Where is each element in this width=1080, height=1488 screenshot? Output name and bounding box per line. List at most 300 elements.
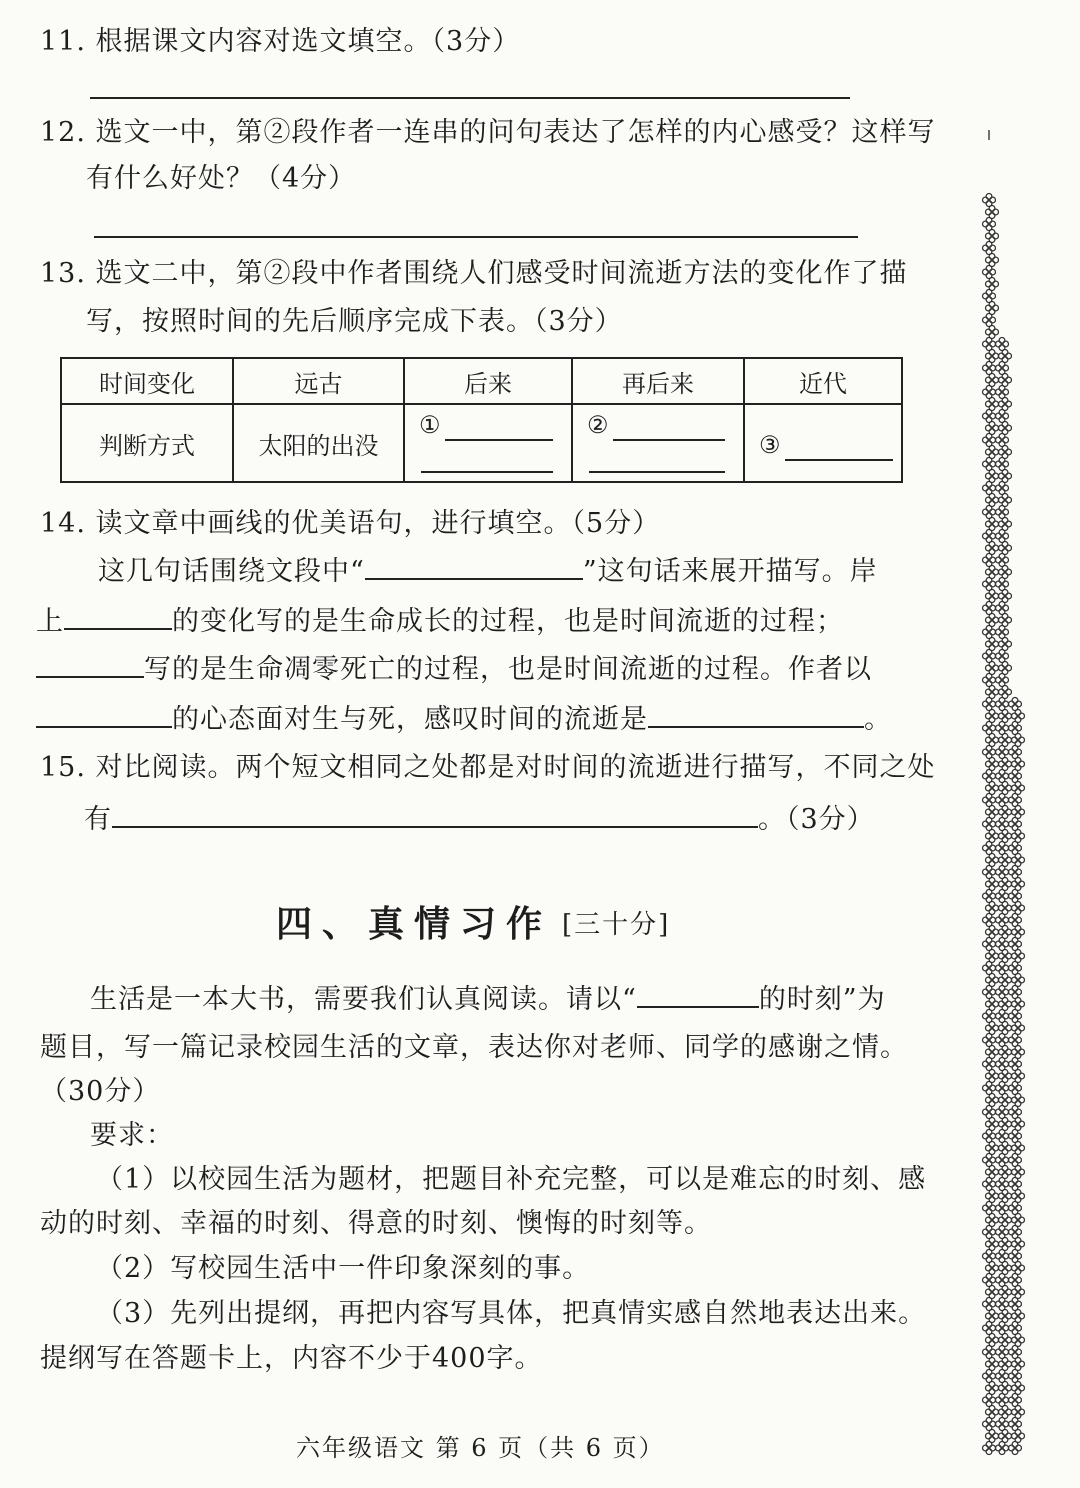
flower-icon	[1009, 1394, 1022, 1407]
blank-input[interactable]	[36, 650, 144, 678]
flower-icon	[996, 602, 1009, 615]
flower-icon	[983, 1370, 996, 1383]
flower-icon	[999, 1430, 1012, 1443]
flower-icon	[996, 1082, 1009, 1095]
flower-icon	[996, 1034, 1009, 1047]
flower-icon	[983, 722, 996, 735]
flower-icon	[983, 1082, 996, 1095]
flower-icon	[1012, 710, 1025, 723]
flower-icon	[996, 866, 1009, 879]
flower-icon	[983, 1178, 996, 1191]
section-score: [三十分]	[562, 910, 671, 940]
question-11: 11. 根据课文内容对选文填空。（3分）	[40, 26, 521, 57]
flower-icon	[999, 974, 1012, 987]
flower-icon	[999, 1190, 1012, 1203]
writing-prompt-line2: 题目，写一篇记录校园生活的文章，表达你对老师、同学的感谢之情。	[40, 1032, 908, 1063]
flower-icon	[983, 1058, 996, 1071]
flower-icon	[996, 1298, 1009, 1311]
flower-icon	[1009, 1274, 1022, 1287]
table-header-cell: 时间变化	[61, 358, 233, 404]
flower-icon	[983, 290, 996, 303]
flower-icon	[983, 194, 996, 207]
blank-mark-2: ②	[587, 411, 609, 439]
requirement-2: （2）写校园生活中一件印象深刻的事。	[96, 1253, 591, 1284]
flower-icon	[1009, 1250, 1022, 1263]
flower-icon	[1012, 974, 1025, 987]
flower-icon	[986, 278, 999, 291]
flower-icon	[986, 782, 999, 795]
flower-icon	[983, 674, 996, 687]
q14-text: 这几句话围绕文段中“	[98, 556, 365, 587]
flower-icon	[983, 602, 996, 615]
flower-icon	[996, 1442, 1009, 1455]
flower-icon	[986, 566, 999, 579]
flower-icon	[996, 962, 1009, 975]
flower-icon	[996, 794, 1009, 807]
flower-icon	[999, 638, 1012, 651]
flower-icon	[983, 1154, 996, 1167]
flower-icon	[1012, 1142, 1025, 1155]
flower-icon	[986, 590, 999, 603]
flower-icon	[986, 1358, 999, 1371]
flower-icon	[986, 974, 999, 987]
q14-text: 的心态面对生与死，感叹时间的流逝是	[172, 704, 648, 735]
flower-icon	[986, 446, 999, 459]
flower-icon	[983, 698, 996, 711]
flower-icon	[986, 950, 999, 963]
flower-icon	[1012, 1406, 1025, 1419]
flower-icon	[983, 434, 996, 447]
flower-icon	[983, 1298, 996, 1311]
flower-icon	[1009, 1418, 1022, 1431]
flower-icon	[996, 626, 1009, 639]
flower-icon	[999, 854, 1012, 867]
flower-icon	[996, 482, 1009, 495]
flower-icon	[996, 578, 1009, 591]
flower-icon	[996, 674, 1009, 687]
requirement-3-line2: 提纲写在答题卡上，内容不少于400字。	[40, 1343, 543, 1374]
flower-icon	[983, 1226, 996, 1239]
flower-icon	[1009, 1034, 1022, 1047]
writing-text: 的时刻”为	[758, 984, 886, 1015]
flower-icon	[996, 1130, 1009, 1143]
q14-text: ”这句话来展开描写。岸	[582, 556, 878, 587]
requirement-1-line2: 动的时刻、幸福的时刻、得意的时刻、懊悔的时刻等。	[40, 1208, 712, 1239]
question-13-line2: 写，按照时间的先后顺序完成下表。（3分）	[86, 306, 623, 337]
flower-icon	[996, 1226, 1009, 1239]
flower-icon	[999, 1334, 1012, 1347]
flower-icon	[996, 1418, 1009, 1431]
flower-icon	[983, 362, 996, 375]
flower-icon	[986, 1142, 999, 1155]
flower-icon	[999, 1310, 1012, 1323]
flower-icon	[1009, 1082, 1022, 1095]
flower-icon	[986, 806, 999, 819]
flower-icon	[986, 854, 999, 867]
flower-icon	[986, 254, 999, 267]
table-cell-value: 太阳的出没	[233, 404, 404, 482]
flower-icon	[983, 914, 996, 927]
flower-icon	[983, 266, 996, 279]
flower-icon	[983, 1250, 996, 1263]
flower-icon	[986, 830, 999, 843]
time-change-table	[60, 357, 903, 483]
q14-line3	[36, 650, 872, 688]
flower-icon	[999, 1118, 1012, 1131]
q14-line1	[98, 552, 878, 590]
blank-input[interactable]	[36, 700, 172, 728]
flower-icon	[999, 950, 1012, 963]
flower-icon	[1012, 1358, 1025, 1371]
flower-icon	[986, 758, 999, 771]
flower-icon	[996, 938, 1009, 951]
flower-icon	[996, 842, 1009, 855]
flower-icon	[996, 1202, 1009, 1215]
flower-icon	[983, 338, 996, 351]
flower-icon	[1012, 758, 1025, 771]
flower-icon	[983, 1322, 996, 1335]
flower-icon	[983, 578, 996, 591]
flower-icon	[986, 878, 999, 891]
flower-icon	[996, 746, 1009, 759]
flower-icon	[1009, 770, 1022, 783]
flower-icon	[996, 530, 1009, 543]
flower-icon	[983, 1202, 996, 1215]
flower-icon	[999, 1166, 1012, 1179]
flower-icon	[983, 1010, 996, 1023]
q15-text: 。（3分）	[758, 804, 875, 835]
flower-icon	[999, 926, 1012, 939]
flower-icon	[983, 746, 996, 759]
flower-icon	[1009, 1010, 1022, 1023]
flower-icon	[986, 662, 999, 675]
flower-icon	[986, 614, 999, 627]
flower-icon	[983, 386, 996, 399]
flower-icon	[999, 1382, 1012, 1395]
flower-icon	[1012, 878, 1025, 891]
flower-icon	[986, 422, 999, 435]
flower-icon	[1009, 698, 1022, 711]
flower-icon	[999, 686, 1012, 699]
answer-line-11[interactable]	[90, 97, 850, 99]
flower-icon	[1012, 1070, 1025, 1083]
flower-icon	[986, 1022, 999, 1035]
requirement-3-line1: （3）先列出提纲，再把内容写具体，把真情实感自然地表达出来。	[96, 1298, 927, 1329]
flower-icon	[1009, 722, 1022, 735]
flower-icon	[986, 1190, 999, 1203]
flower-icon	[983, 1034, 996, 1047]
flower-icon	[996, 770, 1009, 783]
flower-icon	[986, 1094, 999, 1107]
flower-icon	[996, 650, 1009, 663]
flower-icon	[1009, 1178, 1022, 1191]
section-title: 四、真情习作	[276, 903, 553, 945]
flower-icon	[986, 1310, 999, 1323]
flower-icon	[1009, 1058, 1022, 1071]
flower-icon	[986, 470, 999, 483]
flower-icon	[986, 710, 999, 723]
flower-icon	[996, 410, 1009, 423]
flower-icon	[1012, 1382, 1025, 1395]
flower-icon	[986, 1070, 999, 1083]
flower-icon	[999, 1070, 1012, 1083]
flower-icon	[1012, 926, 1025, 939]
flower-icon	[999, 782, 1012, 795]
flower-icon	[1012, 1190, 1025, 1203]
flower-icon	[1012, 1094, 1025, 1107]
flower-icon	[1009, 1202, 1022, 1215]
blank-input[interactable]	[64, 602, 172, 630]
flower-icon	[1012, 734, 1025, 747]
flower-icon	[999, 1214, 1012, 1227]
flower-icon	[999, 902, 1012, 915]
flower-icon	[986, 1046, 999, 1059]
flower-icon	[999, 374, 1012, 387]
flower-icon	[1012, 854, 1025, 867]
flower-icon	[1009, 866, 1022, 879]
flower-icon	[983, 962, 996, 975]
table-header-cell: 后来	[404, 358, 572, 404]
flower-icon	[999, 1286, 1012, 1299]
flower-icon	[986, 1406, 999, 1419]
table-header-cell: 远古	[233, 358, 404, 404]
flower-icon	[1009, 818, 1022, 831]
writing-prompt-line1	[90, 978, 886, 1022]
flower-icon	[983, 218, 996, 231]
flower-icon	[986, 350, 999, 363]
flower-icon	[983, 986, 996, 999]
question-15-line1: 15. 对比阅读。两个短文相同之处都是对时间的流逝进行描写，不同之处	[40, 752, 936, 783]
flower-icon	[986, 518, 999, 531]
flower-icon	[996, 434, 1009, 447]
flower-icon	[996, 1370, 1009, 1383]
flower-icon	[986, 230, 999, 243]
flower-icon	[999, 806, 1012, 819]
table-blank-1[interactable]	[404, 404, 572, 482]
flower-icon	[1009, 1298, 1022, 1311]
flower-icon	[999, 662, 1012, 675]
flower-icon	[1012, 1430, 1025, 1443]
flower-icon	[1012, 1046, 1025, 1059]
q14-line4	[36, 700, 892, 738]
flower-icon	[1012, 1238, 1025, 1251]
flower-icon	[1012, 998, 1025, 1011]
flower-icon	[983, 650, 996, 663]
flower-icon	[983, 458, 996, 471]
table-row-label: 判断方式	[61, 404, 233, 482]
flower-icon	[999, 1094, 1012, 1107]
flower-icon	[999, 710, 1012, 723]
flower-icon	[983, 842, 996, 855]
flower-icon	[983, 482, 996, 495]
flower-icon	[983, 1418, 996, 1431]
flower-icon	[999, 1142, 1012, 1155]
flower-icon	[1009, 890, 1022, 903]
flower-icon	[999, 1022, 1012, 1035]
flower-icon	[996, 1394, 1009, 1407]
flower-icon	[996, 986, 1009, 999]
q14-line2	[36, 602, 844, 640]
flower-icon	[986, 1286, 999, 1299]
flower-icon	[996, 890, 1009, 903]
flower-icon	[1009, 794, 1022, 807]
flower-icon	[1009, 962, 1022, 975]
flower-icon	[1012, 1310, 1025, 1323]
flower-pattern-icon	[983, 194, 1025, 1455]
writing-score: （30分）	[40, 1076, 161, 1107]
flower-icon	[999, 494, 1012, 507]
table-blank-2[interactable]	[572, 404, 744, 482]
flower-icon	[983, 1394, 996, 1407]
flower-icon	[999, 542, 1012, 555]
flower-icon	[986, 998, 999, 1011]
writing-text: 生活是一本大书，需要我们认真阅读。请以“	[90, 984, 637, 1015]
flower-icon	[1012, 830, 1025, 843]
flower-icon	[999, 518, 1012, 531]
flower-icon	[1012, 782, 1025, 795]
flower-icon	[983, 1346, 996, 1359]
flower-icon	[996, 1322, 1009, 1335]
question-13-line1: 13. 选文二中，第②段中作者围绕人们感受时间流逝方法的变化作了描	[40, 258, 908, 289]
flower-icon	[996, 1010, 1009, 1023]
flower-icon	[996, 338, 1009, 351]
flower-icon	[996, 386, 1009, 399]
requirement-1-line1: （1）以校园生活为题材，把题目补充完整，可以是难忘的时刻、感	[96, 1164, 927, 1195]
flower-icon	[996, 506, 1009, 519]
flower-icon	[999, 734, 1012, 747]
flower-icon	[983, 506, 996, 519]
flower-icon	[999, 590, 1012, 603]
flower-icon	[1012, 1022, 1025, 1035]
q15-text: 有	[84, 804, 112, 835]
flower-icon	[1009, 938, 1022, 951]
flower-icon	[1009, 986, 1022, 999]
flower-icon	[996, 1154, 1009, 1167]
flower-icon	[996, 1058, 1009, 1071]
flower-icon	[983, 794, 996, 807]
flower-icon	[986, 1430, 999, 1443]
flower-icon	[1009, 746, 1022, 759]
flower-icon	[983, 770, 996, 783]
flower-icon	[999, 830, 1012, 843]
q14-text: 。	[864, 704, 892, 735]
flower-icon	[986, 1118, 999, 1131]
flower-icon	[986, 302, 999, 315]
flower-icon	[986, 206, 999, 219]
flower-icon	[999, 470, 1012, 483]
blank-mark-1: ①	[419, 411, 441, 439]
flower-icon	[983, 818, 996, 831]
blank-input[interactable]	[637, 980, 759, 1008]
flower-icon	[999, 758, 1012, 771]
flower-icon	[986, 902, 999, 915]
flower-icon	[1009, 1226, 1022, 1239]
flower-icon	[1009, 1346, 1022, 1359]
flower-icon	[983, 626, 996, 639]
flower-icon	[999, 1406, 1012, 1419]
flower-icon	[986, 1214, 999, 1227]
question-14-title: 14. 读文章中画线的优美语句，进行填空。（5分）	[40, 508, 661, 539]
table-header-cell: 再后来	[572, 358, 744, 404]
flower-icon	[983, 890, 996, 903]
flower-icon	[996, 1250, 1009, 1263]
requirements-title: 要求：	[90, 1120, 174, 1151]
flower-icon	[986, 686, 999, 699]
flower-icon	[996, 698, 1009, 711]
flower-icon	[986, 398, 999, 411]
flower-icon	[1012, 1214, 1025, 1227]
flower-icon	[983, 530, 996, 543]
flower-icon	[983, 1274, 996, 1287]
flower-icon	[983, 1106, 996, 1119]
flower-icon	[1009, 1154, 1022, 1167]
flower-icon	[983, 314, 996, 327]
flower-icon	[1009, 1130, 1022, 1143]
flower-icon	[1012, 1334, 1025, 1347]
flower-icon	[999, 566, 1012, 579]
flower-icon	[999, 1358, 1012, 1371]
flower-icon	[999, 878, 1012, 891]
flower-icon	[1009, 1442, 1022, 1455]
blank-input[interactable]	[112, 800, 758, 828]
flower-icon	[1009, 1370, 1022, 1383]
flower-icon	[986, 638, 999, 651]
flower-icon	[996, 1346, 1009, 1359]
flower-icon	[999, 398, 1012, 411]
flower-icon	[986, 374, 999, 387]
flower-icon	[986, 926, 999, 939]
q14-text: 上	[36, 606, 64, 637]
flower-icon	[983, 554, 996, 567]
flower-icon	[996, 914, 1009, 927]
flower-icon	[1012, 950, 1025, 963]
blank-input[interactable]	[648, 700, 864, 728]
flower-icon	[986, 326, 999, 339]
question-15-line2	[84, 800, 875, 838]
flower-icon	[986, 494, 999, 507]
flower-icon	[983, 866, 996, 879]
flower-icon	[996, 554, 1009, 567]
flower-icon	[996, 458, 1009, 471]
flower-icon	[983, 242, 996, 255]
page-footer: 六年级语文 第 6 页（共 6 页）	[296, 1434, 665, 1462]
flower-icon	[986, 542, 999, 555]
decorative-border-pattern	[965, 120, 1055, 1465]
flower-icon	[996, 1106, 1009, 1119]
flower-icon	[999, 1238, 1012, 1251]
flower-icon	[986, 1238, 999, 1251]
flower-icon	[986, 1382, 999, 1395]
flower-icon	[1012, 1166, 1025, 1179]
blank-mark-3: ③	[759, 431, 781, 459]
flower-icon	[996, 1274, 1009, 1287]
answer-line-12[interactable]	[94, 236, 858, 238]
flower-icon	[999, 998, 1012, 1011]
flower-icon	[1012, 902, 1025, 915]
flower-icon	[999, 446, 1012, 459]
flower-icon	[996, 818, 1009, 831]
flower-icon	[983, 1130, 996, 1143]
blank-input[interactable]	[365, 552, 583, 580]
flower-icon	[999, 350, 1012, 363]
flower-icon	[983, 410, 996, 423]
flower-icon	[999, 422, 1012, 435]
q14-text: 的变化写的是生命成长的过程，也是时间流逝的过程；	[172, 606, 844, 637]
flower-icon	[1009, 1106, 1022, 1119]
table-blank-3[interactable]	[744, 404, 902, 482]
flower-icon	[986, 1262, 999, 1275]
flower-icon	[1012, 1286, 1025, 1299]
